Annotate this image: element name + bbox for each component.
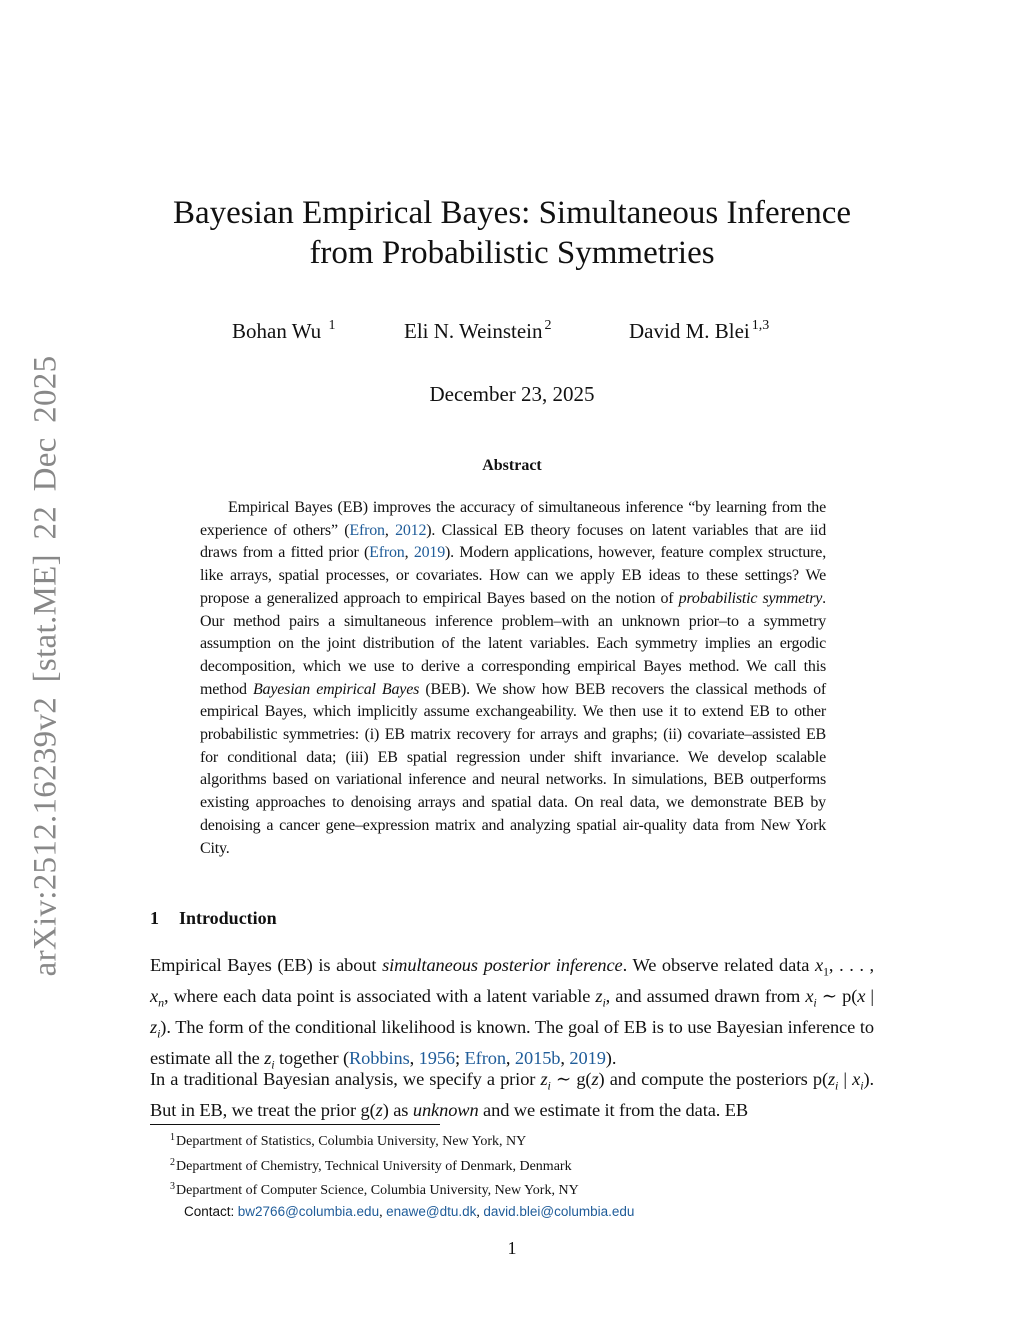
footnote: [170, 1128, 870, 1153]
intro-paragraph-1: Empirical Bayes (EB) is about simultaneous posterior inference. We observe related data $x_1$, . . . , $x_n$, where each data point is associated with a latent variable $z_i$, and assumed drawn from $x_i$ ∼ p(x | $z_i$). The form of the conditional likelihood is known. The goal of EB is to use Bayesian inference to estimate all the $z_i$ together (Robbins, 1956; Efron, 2015b, 2019).: [150, 955, 875, 1072]
title-line-1: Bayesian Empirical Bayes: Simultaneous Inference: [172, 195, 852, 231]
abstract-text: . Our method pairs a simultaneous inference problem–with an unknown prior–to a symmetry assumption on the joint distribution of the latent variables. Each symmetry implies an ergodic decomposition, which we use to derive a corresponding empirical Bayes method. We call this method: [200, 589, 826, 698]
math-prior: $z_i$ ∼ g(z): [540, 1069, 605, 1093]
abstract-emphasis: Bayesian empirical Bayes: [252, 680, 420, 698]
abstract-emphasis: probabilistic symmetry: [678, 589, 823, 607]
body-text: as: [388, 1099, 413, 1120]
footnote-text: Department of Statistics, Columbia University, New York, NY: [176, 1134, 527, 1149]
citation-year-link[interactable]: 2012: [395, 521, 427, 539]
citation-year-link[interactable]: 1956: [418, 1047, 456, 1068]
citation-year-link[interactable]: 2019: [413, 544, 446, 562]
citation-link[interactable]: Efron: [349, 521, 385, 539]
publication-date: December 23, 2025: [429, 382, 595, 406]
abstract-body: Empirical Bayes (EB) improves the accuracy of simultaneous inference “by learning from the experience of others” (Efron, 2012). Classical EB theory focuses on latent variables that are iid draws from a fitted prior (Efron, 2019). Modern applications, however, feature complex structure, like arrays, spatial processes, or covariates. How can we apply EB ideas to these settings? We propose a generalized approach to empirical Bayes based on the notion of probabilistic symmetry. Our method pairs a simultaneous inference problem–with an unknown prior–to a symmetry assumption on the joint distribution of the latent variables. Each symmetry implies an ergodic decomposition, which we use to derive a corresponding empirical Bayes method. We call this method Bayesian empirical Bayes (BEB). We show how BEB recovers the classical methods of empirical Bayes, which implicitly assume exchangeability. We then use it to extend EB to other probabilistic symmetries: (i) EB matrix recovery for arrays and graphs; (ii) covariate–assisted EB for conditional data; (iii) EB spatial regression under shift invariance. We develop scalable algorithms based on variational inference and neural networks. In simulations, BEB outperforms existing approaches to denoising arrays and spatial data. On real data, we demonstrate BEB by denoising a cancer gene–expression matrix and analyzing spatial air-quality data from New York City.: [200, 499, 826, 857]
footnote-divider: [150, 1124, 440, 1125]
abstract-heading: Abstract: [482, 457, 542, 474]
citation-year-link[interactable]: 2015b: [514, 1047, 561, 1068]
arxiv-sidebar-stamp: [26, 355, 66, 977]
author-affiliation-sup: 2: [544, 318, 552, 333]
body-text: Empirical Bayes (EB) is about: [150, 955, 383, 975]
abstract-text: ). Classical EB theory focuses on latent variables that are iid draws from a fitted prior (: [200, 521, 826, 562]
author-affiliation-sup: 1: [328, 318, 336, 333]
footnote-text: Department of Computer Science, Columbia University, New York, NY: [176, 1183, 579, 1198]
math-x1-to-xn: $x_1$, . . . , $x_n$: [150, 955, 875, 1010]
body-text: and we estimate it from the data. EB: [478, 1099, 749, 1120]
email-link[interactable]: david.blei@columbia.edu: [483, 1203, 635, 1219]
math-zi: $z_i$: [264, 1047, 275, 1072]
author-1: [232, 318, 335, 344]
citation-year-link[interactable]: 2019: [569, 1047, 606, 1068]
body-text: and compute the posteriors: [604, 1069, 813, 1089]
body-emphasis: unknown: [412, 1099, 479, 1120]
footnote-marker: 2: [170, 1156, 175, 1168]
math-likelihood: $x_i$ ∼ p(x | $z_i$): [150, 985, 874, 1041]
math-zi: $z_i$: [595, 985, 606, 1010]
contact-label: Contact:: [184, 1203, 235, 1219]
abstract-text: Empirical Bayes (EB) improves the accuracy of simultaneous inference “by learning from the experience of others” (: [200, 499, 826, 539]
footnote-marker: 3: [170, 1181, 175, 1192]
email-link[interactable]: enawe@dtu.dk: [386, 1203, 477, 1219]
abstract-text: ). Modern applications, however, feature complex structure, like arrays, spatial processes, or covariates. How can we apply EB ideas to these settings? We propose a generalized approach to empirical Bayes based on the notion of: [200, 544, 826, 607]
body-emphasis: simultaneous posterior inference: [382, 955, 623, 975]
footnote: [170, 1153, 870, 1178]
body-text: . We observe related data: [622, 955, 815, 975]
section-title: Introduction: [179, 908, 277, 928]
citation-link[interactable]: Robbins: [349, 1047, 410, 1068]
author-name: Bohan Wu: [232, 319, 322, 343]
body-text: . The form of the conditional likelihood is known. The goal of EB is to use Bayesian inference to estimate all the: [150, 1016, 874, 1068]
footnote: [170, 1177, 870, 1202]
abstract-text: (BEB). We show how BEB recovers the classical methods of empirical Bayes, which implicitly assume exchangeability. We then use it to extend EB to other probabilistic symmetries: (i) EB matrix recovery for arrays and graphs; (ii) covariate–assisted EB for conditional data; (iii) EB spatial regression under shift invariance. We develop scalable algorithms based on variational inference and neural networks. In simulations, BEB outperforms existing approaches to denoising arrays and spatial data. On real data, we demonstrate BEB by denoising a cancer gene–expression matrix and analyzing spatial air-quality data from New York City.: [200, 680, 826, 857]
section-heading: [150, 908, 277, 929]
contact-line: Contact: bw2766@columbia.edu, enawe@dtu.dk, david.blei@columbia.edu: [184, 1203, 635, 1220]
author-list: [232, 318, 832, 348]
citation-link[interactable]: Efron: [369, 544, 405, 562]
author-affiliation-sup: 1,3: [751, 318, 770, 333]
email-link[interactable]: bw2766@columbia.edu: [237, 1203, 380, 1219]
math-gz: g(z): [360, 1099, 389, 1120]
footnote-text: Department of Chemistry, Technical University of Denmark, Denmark: [176, 1158, 572, 1174]
author-3: [629, 318, 769, 344]
author-name: David M. Blei: [629, 319, 750, 343]
section-number: 1: [150, 908, 159, 928]
page-number: 1: [507, 1238, 517, 1258]
body-text: ;: [455, 1047, 465, 1068]
body-text: , and assumed drawn from: [605, 985, 806, 1006]
arxiv-identifier: arXiv:2512.16239v2 [stat.ME] 22 Dec 2025: [27, 355, 64, 977]
body-text: ).: [605, 1047, 617, 1068]
paper-title: [130, 193, 894, 273]
citation-link[interactable]: Efron: [464, 1047, 506, 1068]
body-text: In a traditional Bayesian analysis, we specify a prior: [150, 1069, 541, 1089]
body-text: together (: [274, 1047, 350, 1068]
math-posterior: $p(z_i$ | $x_i$): [812, 1069, 870, 1093]
title-line-2: from Probabilistic Symmetries: [309, 235, 715, 271]
author-name: Eli N. Weinstein: [404, 319, 543, 343]
author-2: [404, 318, 552, 344]
body-text: . But in EB, we treat the prior: [150, 1069, 874, 1120]
footnote-marker: 1: [170, 1132, 175, 1143]
footnotes: [170, 1128, 870, 1223]
intro-paragraph-2: [150, 1067, 874, 1122]
body-text: , where each data point is associated with a latent variable: [163, 985, 596, 1006]
